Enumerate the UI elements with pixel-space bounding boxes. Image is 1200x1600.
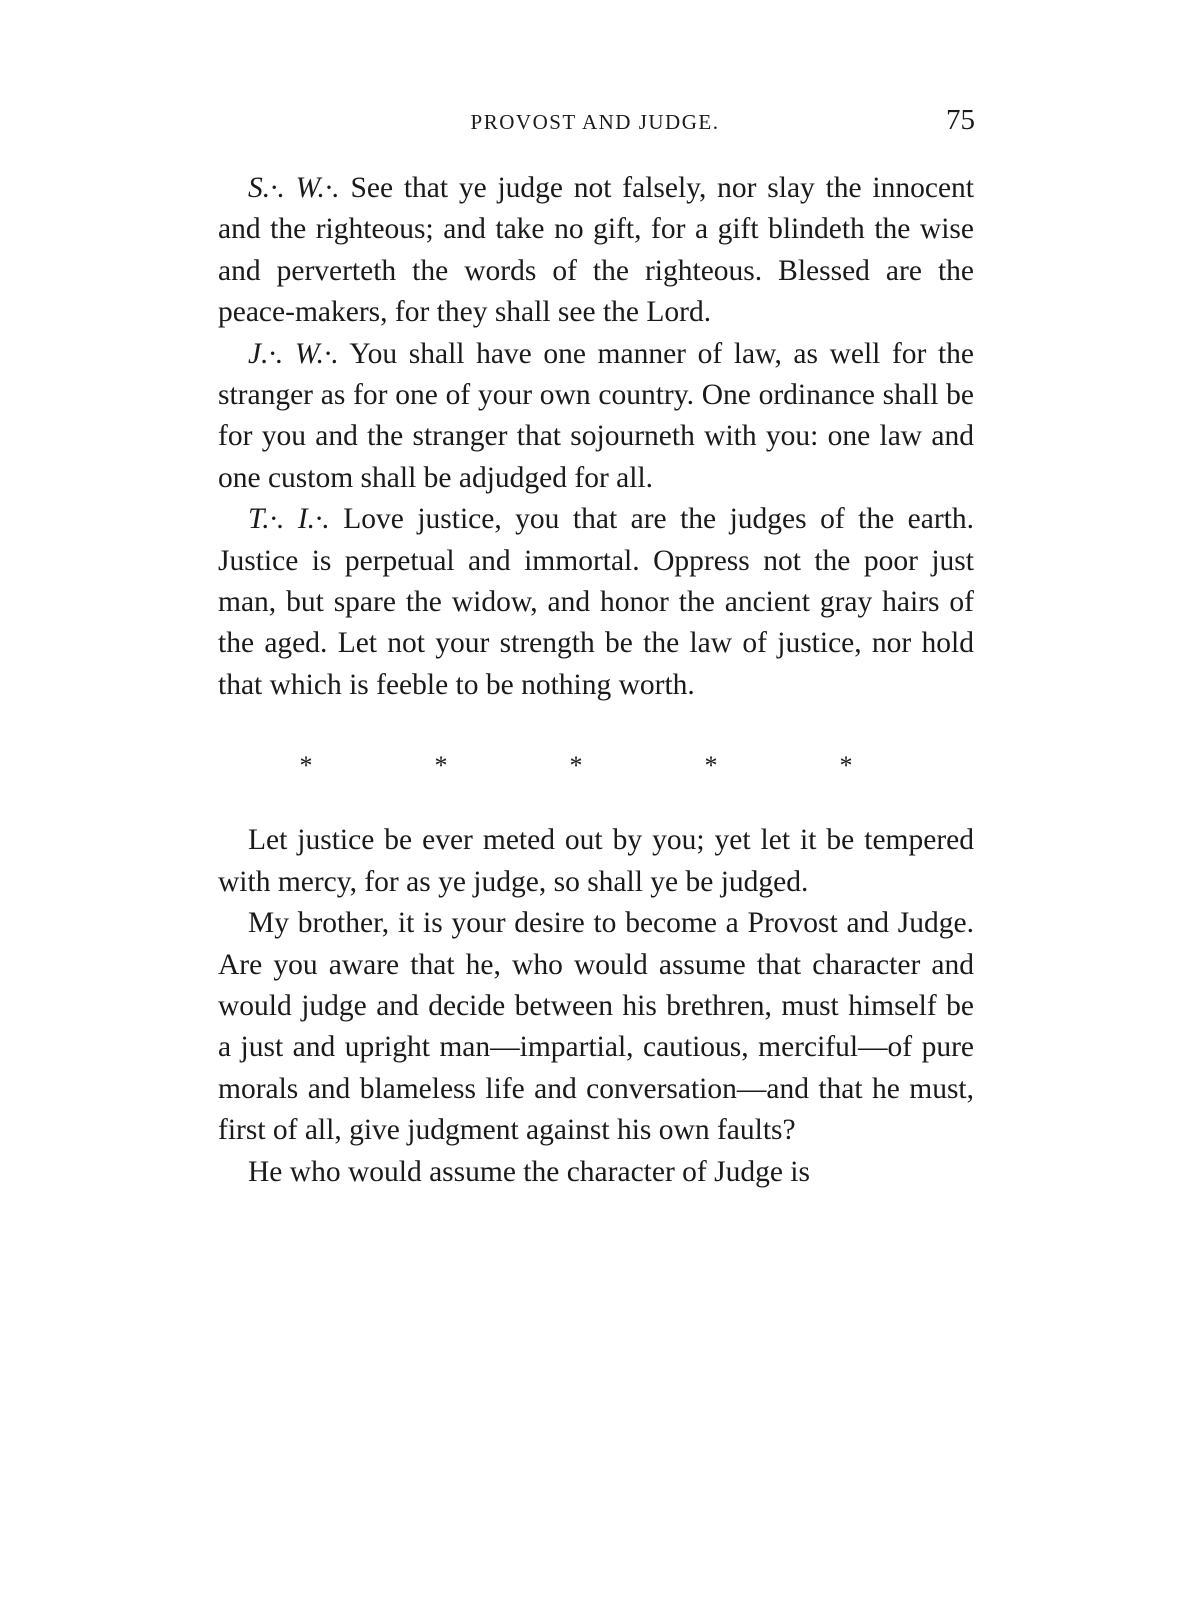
speech-text: You shall have one manner of law, as well for the stranger as for one of your own country. One ordinance shall be for you and the stranger that sojourneth with you: one law and one custom shall be adjudged for all. bbox=[218, 337, 974, 494]
body-text bbox=[218, 168, 974, 1193]
asterisk: * bbox=[299, 751, 313, 781]
speech-text: Love justice, you that are the judges of the earth. Justice is perpetual and immortal. Oppress not the poor just man, but spare the widow, and honor the ancient gray hairs of the aged. Let not your strength be the law of justice, nor hold that which is feeble to be nothing worth. bbox=[218, 503, 974, 701]
asterisk: * bbox=[839, 751, 853, 781]
running-title: PROVOST AND JUDGE. bbox=[470, 110, 720, 134]
paragraph-junior-warden bbox=[218, 334, 974, 500]
paragraph-continued: He who would assume the character of Judge is bbox=[248, 1155, 810, 1188]
speaker-label: S.·. W.·. bbox=[248, 172, 340, 204]
paragraph-thrice-illustrious bbox=[218, 499, 974, 706]
speaker-label: J.·. W.·. bbox=[248, 337, 339, 370]
paragraph-senior-warden bbox=[218, 168, 974, 334]
asterisk: * bbox=[434, 751, 448, 781]
paragraph-address-to-candidate: My brother, it is your desire to become a Provost and Judge. Are you aware that he, who would assume that character and would judge and decide between his brethren, must himself be a just and upright man—impartial, cautious, merciful—of pure morals and blameless life and conversation—and that he must, first of all, give judgment against his own faults? bbox=[218, 907, 974, 1147]
paragraph-justice-mercy: Let justice be ever meted out by you; yet let it be tempered with mercy, for as ye judge, so shall ye be judged. bbox=[218, 824, 974, 898]
speech-text: See that ye judge not falsely, nor slay the innocent and the righteous; and take no gift, for a gift blindeth the wise and perverteth the words of the righteous. Blessed are the peace-makers, for they shall see the Lord. bbox=[218, 172, 974, 329]
page-number: 75 bbox=[946, 104, 975, 136]
asterisk: * bbox=[704, 751, 718, 781]
asterisk: * bbox=[569, 751, 583, 781]
section-break bbox=[296, 746, 856, 786]
running-head bbox=[215, 104, 975, 144]
speaker-label: T.·. I.·. bbox=[248, 503, 330, 536]
